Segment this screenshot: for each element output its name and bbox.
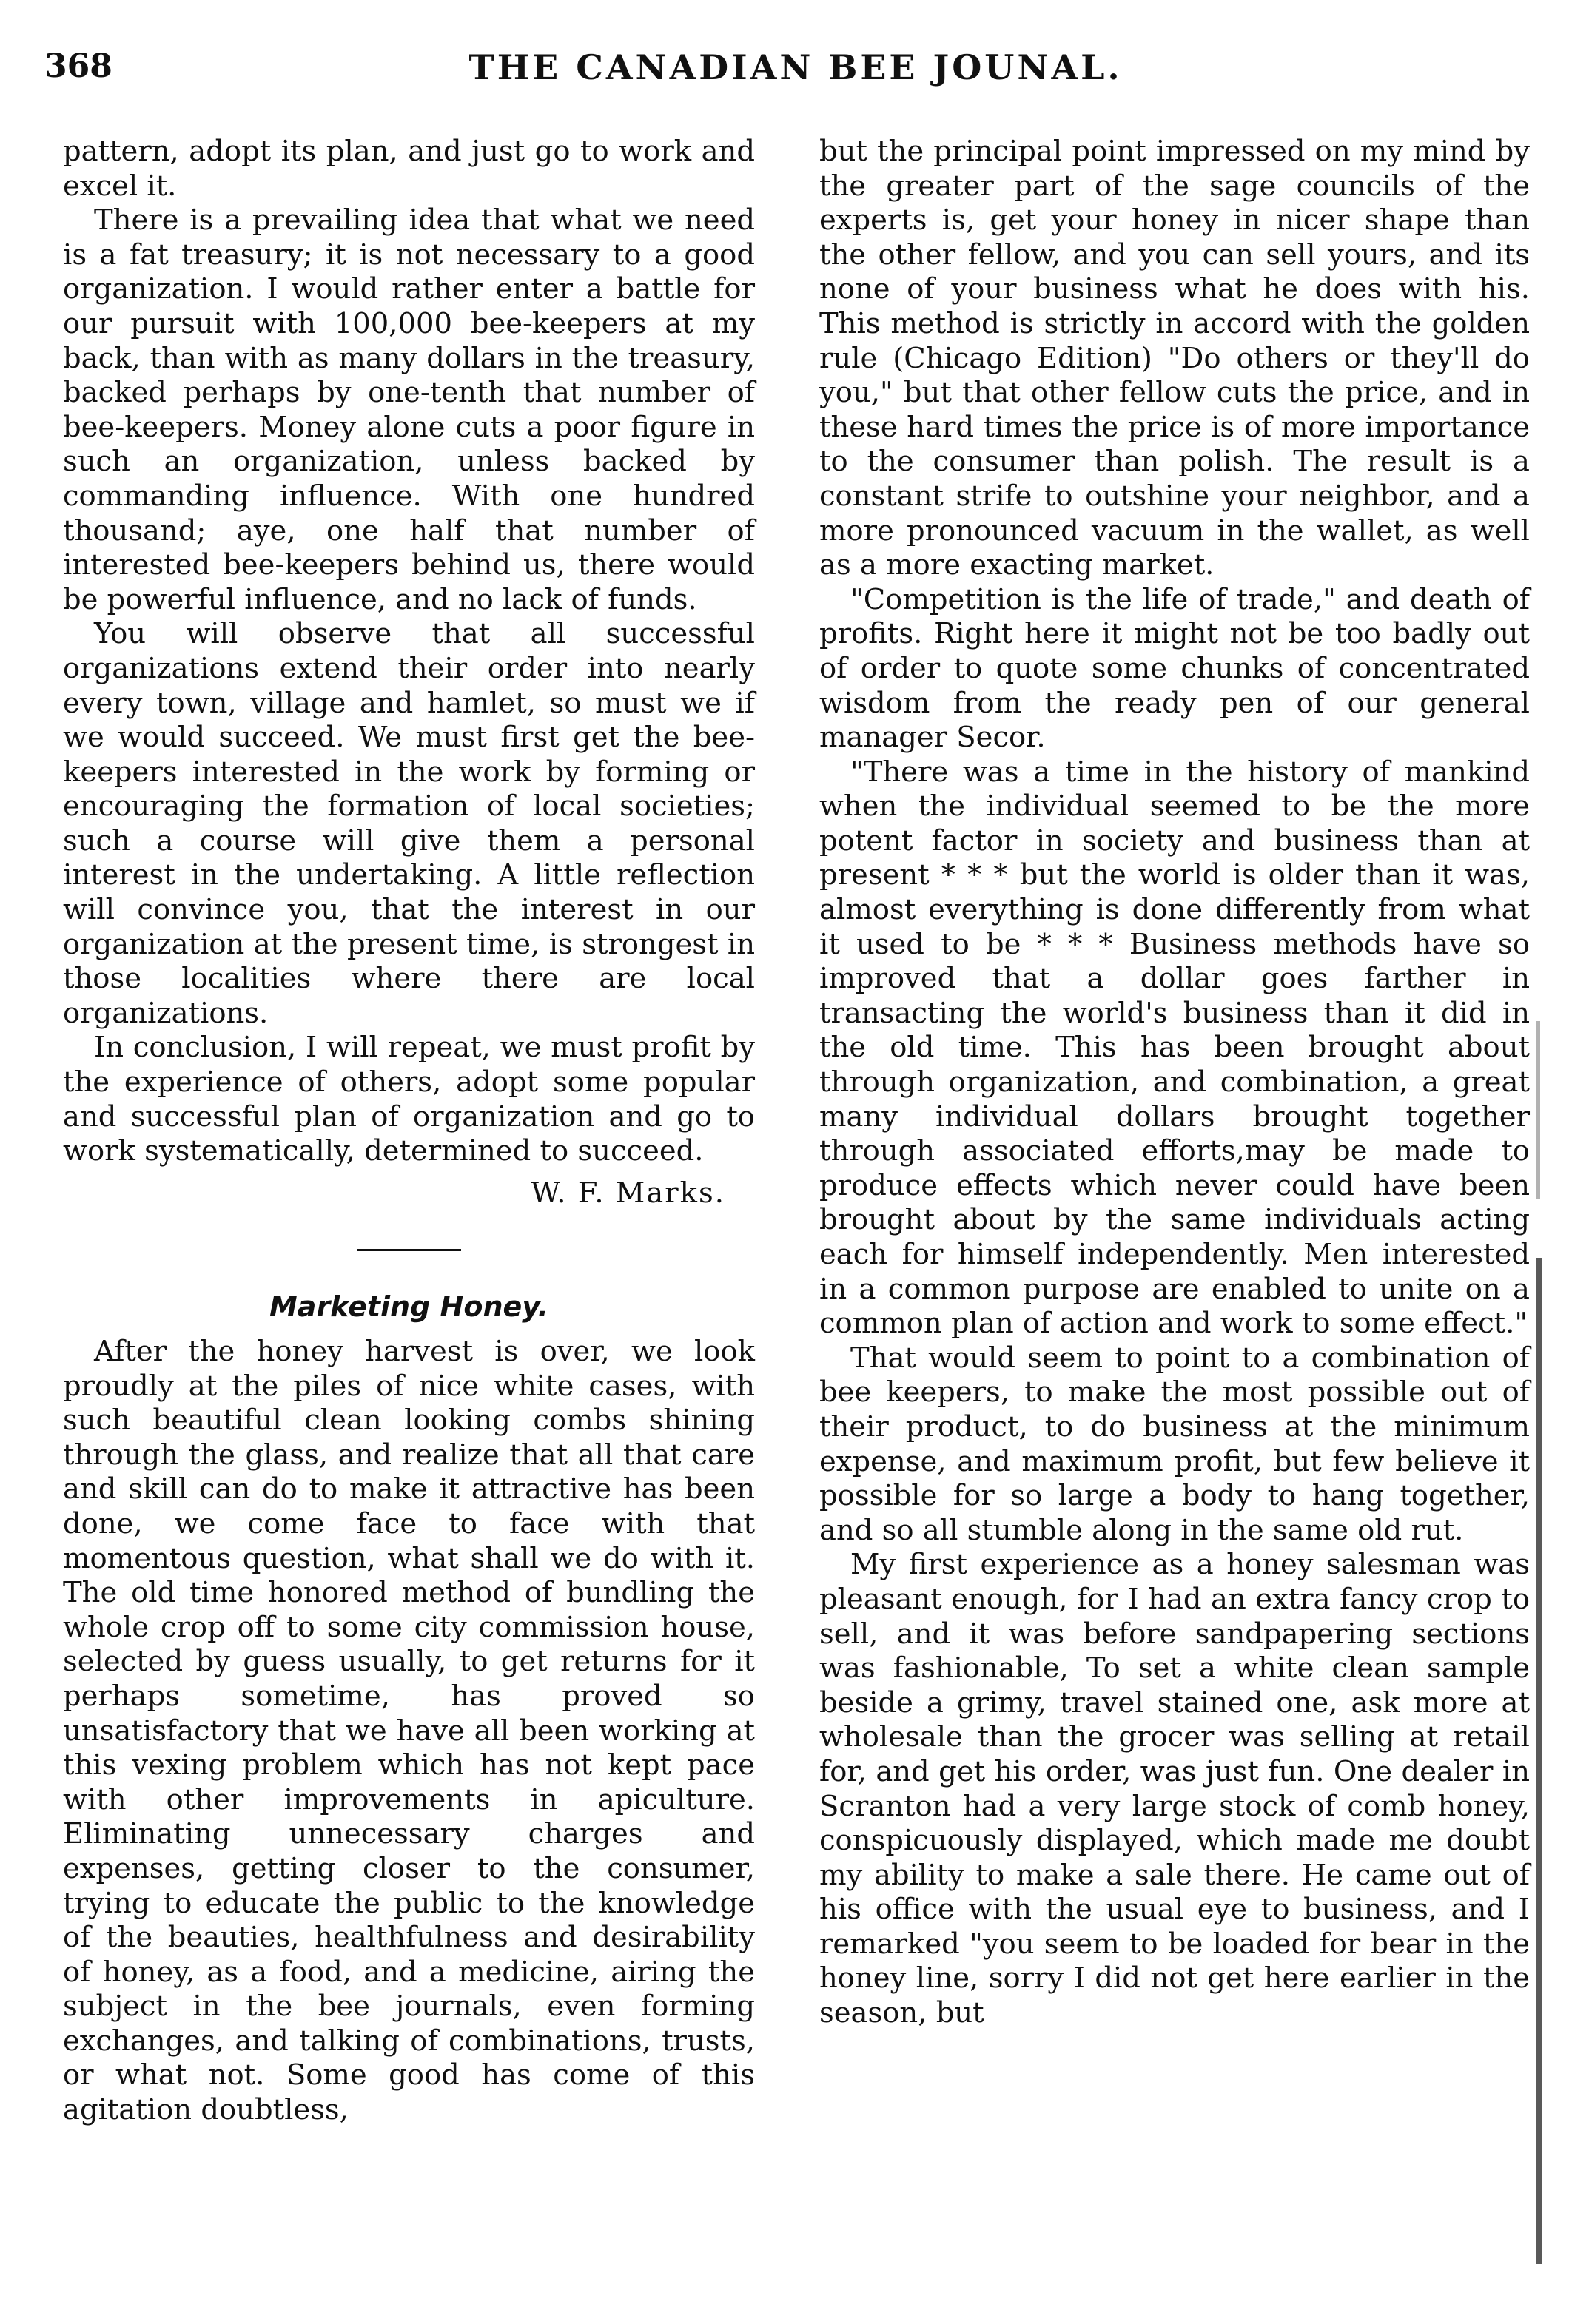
section-divider <box>357 1249 461 1251</box>
paragraph: You will observe that all successful organizations extend their order into nearly every town, village and hamlet, so must we if we would succeed. We must first get the bee-keepers interested in the work by forming or encouraging the formation of local societies; such a course will give them a personal interest in the undertaking. A little reflection will convince you, that the interest in our organization at the present time, is strongest in those localities where there are local organizations. <box>63 617 755 1030</box>
paragraph: That would seem to point to a combination of bee keepers, to make the most possible out of their product, to do business at the minimum expense, and maximum profit, but few believe it possible for so large a body to hang together, and so all stumble along in the same old rut. <box>819 1341 1530 1547</box>
paragraph: pattern, adopt its plan, and just go to work and excel it. <box>63 135 755 203</box>
paragraph: After the honey harvest is over, we look proudly at the piles of nice white cases, with such beautiful clean looking combs shining through the glass, and realize that all that care and skill can do to make it attractive has been done, we come face to face with that momentous question, what shall we do with it. The old time honored method of bundling the whole crop off to some city commission house, selected by guess usually, to get returns for it perhaps sometime, has proved so unsatisfactory that we have all been working at this vexing problem which has not kept pace with other improvements in apiculture. Eliminating unnecessary charges and expenses, getting closer to the consumer, trying to educate the public to the knowledge of the beauties, healthfulness and desirability of honey, as a food, and a medicine, airing the subject in the bee journals, even forming exchanges, and talking of combinations, trusts, or what not. Some good has come of this agitation doubtless, <box>63 1335 755 2127</box>
right-column <box>819 135 1530 2031</box>
author-signature: W. F. Marks. <box>531 1176 725 1210</box>
section-heading: Marketing Honey. <box>269 1290 548 1324</box>
paragraph: In conclusion, I will repeat, we must profit by the experience of others, adopt some popular and successful plan of organization and go to work systematically, determined to succeed. <box>63 1031 755 1168</box>
paragraph: There is a prevailing idea that what we need is a fat treasury; it is not necessary to a good organization. I would rather enter a battle for our pursuit with 100,000 bee-keepers at my back, than with as many dollars in the treasury, backed perhaps by one-tenth that number of bee-keepers. Money alone cuts a poor figure in such an organization, unless backed by commanding influence. With one hundred thousand; aye, one half that number of interested bee-keepers behind us, there would be powerful influence, and no lack of funds. <box>63 203 755 616</box>
paragraph: My first experience as a honey salesman was pleasant enough, for I had an extra fancy crop to sell, and it was before sandpapering sections was fashionable, To set a white clean sample beside a grimy, travel stained one, ask more at wholesale than the grocer was selling at retail for, and get his order, was just fun. One dealer in Scranton had a very large stock of comb honey, conspicuously displayed, which made me doubt my ability to make a sale there. He came out of his office with the usual eye to business, and I remarked "you seem to be loaded for bear in the honey line, sorry I did not get here earlier in the season, but <box>819 1548 1530 2030</box>
paragraph: "There was a time in the history of mankind when the individual seemed to be the more potent factor in society and business than at present * * * but the world is older than it was, almost everything is done differently from what it used to be * * * Business methods have so improved that a dollar goes farther in transacting the world's business than it did in the old time. This has been brought about through organization, and combination, a great many individual dollars brought together through associated efforts,may be made to produce effects which never could have been brought about by the same individuals acting each for himself independently. Men interested in a common purpose are enabled to unite on a common plan of action and work to some effect." <box>819 755 1530 1341</box>
page-edge-mark <box>1536 1021 1540 1199</box>
page-header <box>44 47 1547 99</box>
paragraph: "Competition is the life of trade," and death of profits. Right here it might not be too badly out of order to quote some chunks of concentrated wisdom from the ready pen of our general manager Secor. <box>819 582 1530 755</box>
running-title: THE CANADIAN BEE JOUNAL. <box>468 47 1123 87</box>
page-number: 368 <box>44 47 112 85</box>
left-column <box>63 135 755 2128</box>
paragraph: but the principal point impressed on my mind by the greater part of the sage councils of the experts is, get your honey in nicer shape than the other fellow, and you can sell yours, and its none of your business what he does with his. This method is strictly in accord with the golden rule (Chicago Edition) "Do others or they'll do you," but that other fellow cuts the price, and in these hard times the price is of more importance to the consumer than polish. The result is a constant strife to outshine your neighbor, and a more pronounced vacuum in the wallet, as well as a more exacting market. <box>819 135 1530 582</box>
page-edge-shadow <box>1536 1258 1542 2264</box>
